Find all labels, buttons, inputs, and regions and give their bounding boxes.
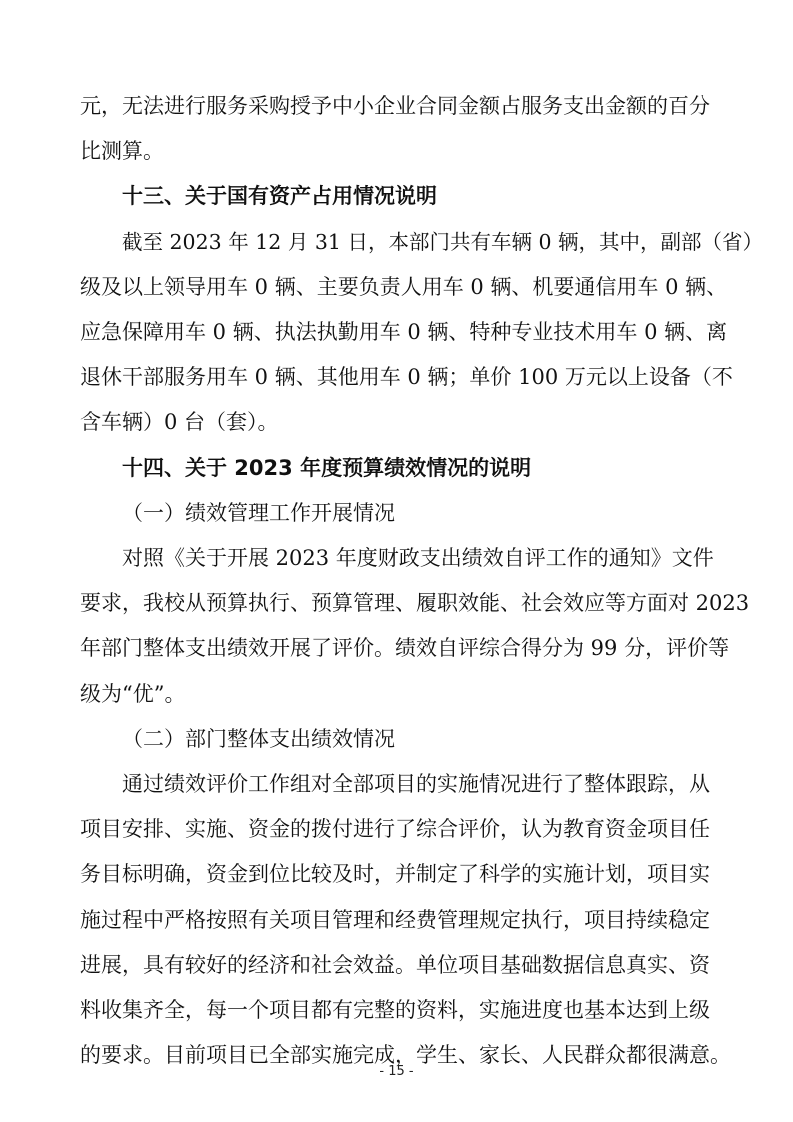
paragraph-line: 比测算。 bbox=[80, 139, 164, 164]
subsection-heading: （二）部门整体支出绩效情况 bbox=[122, 726, 395, 751]
paragraph-line: 要求，我校从预算执行、预算管理、履职效能、社会效应等方面对 2023 bbox=[80, 591, 750, 616]
paragraph-line: 含车辆）0 台（套）。 bbox=[80, 410, 279, 435]
paragraph-line: 通过绩效评价工作组对全部项目的实施情况进行了整体跟踪，从 bbox=[122, 772, 710, 796]
paragraph-line: 截至 2023 年 12 月 31 日，本部门共有车辆 0 辆，其中，副部（省） bbox=[122, 229, 763, 254]
paragraph-line: 对照《关于开展 2023 年度财政支出绩效自评工作的通知》文件 bbox=[122, 546, 714, 570]
paragraph-line: 进展，具有较好的经济和社会效益。单位项目基础数据信息真实、资 bbox=[80, 952, 710, 977]
paragraph-line: 退休干部服务用车 0 辆、其他用车 0 辆；单价 100 万元以上设备（不 bbox=[80, 365, 733, 390]
paragraph-line: 施过程中严格按照有关项目管理和经费管理规定执行，项目持续稳定 bbox=[80, 907, 710, 932]
subsection-heading: （一）绩效管理工作开展情况 bbox=[122, 500, 395, 525]
section-heading: 十三、关于国有资产占用情况说明 bbox=[122, 184, 437, 209]
paragraph-line: 的要求。目前项目已全部实施完成，学生、家长、人民群众都很满意。 bbox=[80, 1043, 731, 1068]
paragraph-line: 级为“优”。 bbox=[80, 681, 186, 706]
paragraph-line: 年部门整体支出绩效开展了评价。绩效自评综合得分为 99 分，评价等 bbox=[80, 636, 730, 661]
paragraph-line: 料收集齐全，每一个项目都有完整的资料，实施进度也基本达到上级 bbox=[80, 998, 710, 1022]
paragraph-line: 元，无法进行服务采购授予中小企业合同金额占服务支出金额的百分 bbox=[80, 94, 710, 118]
paragraph-line: 务目标明确，资金到位比较及时，并制定了科学的实施计划，项目实 bbox=[80, 862, 710, 887]
section-heading: 十四、关于 2023 年度预算绩效情况的说明 bbox=[122, 455, 532, 480]
paragraph-line: 项目安排、实施、资金的拨付进行了综合评价，认为教育资金项目任 bbox=[80, 817, 710, 842]
page-number: - 15 - bbox=[379, 1064, 414, 1079]
paragraph-line: 应急保障用车 0 辆、执法执勤用车 0 辆、特种专业技术用车 0 辆、离 bbox=[80, 320, 728, 344]
paragraph-line: 级及以上领导用车 0 辆、主要负责人用车 0 辆、机要通信用车 0 辆、 bbox=[80, 274, 728, 299]
